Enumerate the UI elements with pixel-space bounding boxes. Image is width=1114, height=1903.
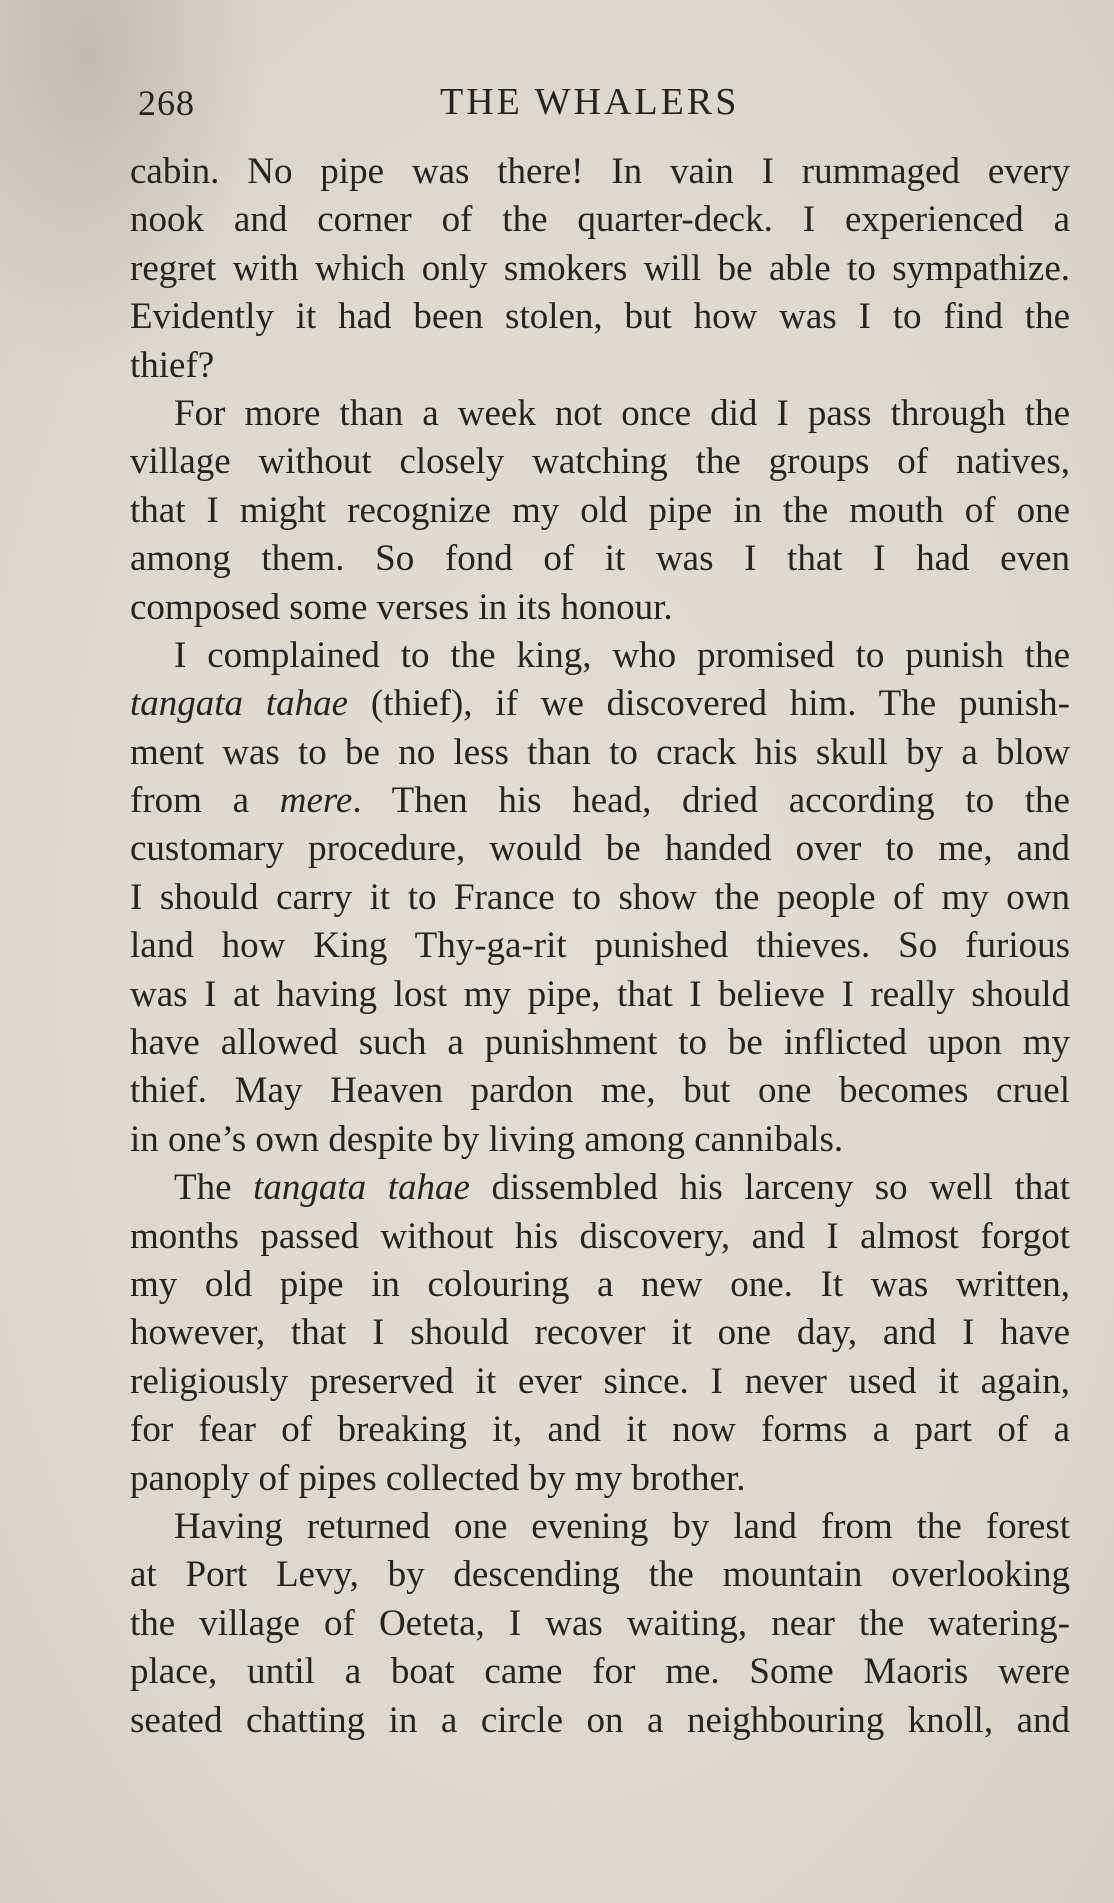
text-line: religiously preserved it ever since. I never used it again, <box>130 1360 1070 1402</box>
text-line: Evidently it had been stolen, but how was I to find the <box>130 296 1070 338</box>
text-line: thief. May Heaven pardon me, but one becomes cruel <box>130 1070 1070 1112</box>
text-line: seated chatting in a circle on a neighbouring knoll, and <box>130 1699 1070 1741</box>
text-line: customary procedure, would be handed over to me, and <box>130 828 1070 870</box>
running-title: THE WHALERS <box>440 81 740 123</box>
italic-text: mere <box>279 780 353 822</box>
text-line <box>130 777 1070 825</box>
text-line: land how King Thy-ga-rit punished thieves. So furious <box>130 925 1070 967</box>
text-segment: dissembled his larceny so well that <box>469 1167 1070 1209</box>
text-line: months passed without his discovery, and I almost forgot <box>130 1215 1070 1257</box>
text-line: among them. So fond of it was I that I had even <box>130 538 1070 580</box>
page-number: 268 <box>138 83 195 123</box>
text-line: cabin. No pipe was there! In vain I rummaged every <box>130 151 1070 192</box>
text-line <box>130 680 1070 728</box>
italic-text: tangata tahae <box>253 1167 470 1209</box>
text-segment: from a <box>130 780 280 822</box>
text-line: was I at having lost my pipe, that I believe I really should <box>130 973 1070 1015</box>
text-line: panoply of pipes collected by my brother. <box>130 1457 746 1499</box>
text-line: For more than a week not once did I pass through the <box>174 392 1070 434</box>
text-line: have allowed such a punishment to be inflicted upon my <box>130 1022 1070 1064</box>
text-line: Having returned one evening by land from the forest <box>174 1505 1070 1547</box>
text-line: the village of Oeteta, I was waiting, near the watering- <box>130 1602 1070 1644</box>
text-line: in one’s own despite by living among cannibals. <box>130 1118 844 1160</box>
text-line: village without closely watching the groups of natives, <box>130 441 1070 483</box>
body-text <box>130 148 1070 1745</box>
text-segment: (thief), if we discovered him. The punish- <box>348 683 1070 725</box>
text-line: regret with which only smokers will be able to sympathize. <box>130 247 1070 289</box>
text-line: I should carry it to France to show the people of my own <box>130 876 1070 918</box>
text-line: composed some verses in its honour. <box>130 586 673 628</box>
text-segment: . Then his head, dried according to the <box>352 780 1070 822</box>
text-line: that I might recognize my old pipe in the mouth of one <box>130 489 1070 531</box>
text-segment: The <box>174 1167 254 1209</box>
text-line: I complained to the king, who promised to punish the <box>174 634 1070 676</box>
text-line: thief? <box>130 344 215 386</box>
text-line: nook and corner of the quarter-deck. I experienced a <box>130 199 1070 241</box>
italic-text: tangata tahae <box>130 683 349 725</box>
text-line <box>130 1164 1070 1212</box>
text-line: ment was to be no less than to crack his skull by a blow <box>130 731 1070 773</box>
text-line: place, until a boat came for me. Some Maoris were <box>130 1651 1070 1693</box>
text-line: however, that I should recover it one day, and I have <box>130 1312 1070 1354</box>
text-line: for fear of breaking it, and it now forms a part of a <box>130 1409 1070 1451</box>
text-line: at Port Levy, by descending the mountain overlooking <box>130 1554 1070 1596</box>
text-line: my old pipe in colouring a new one. It was written, <box>130 1263 1070 1305</box>
running-head <box>130 72 1070 132</box>
